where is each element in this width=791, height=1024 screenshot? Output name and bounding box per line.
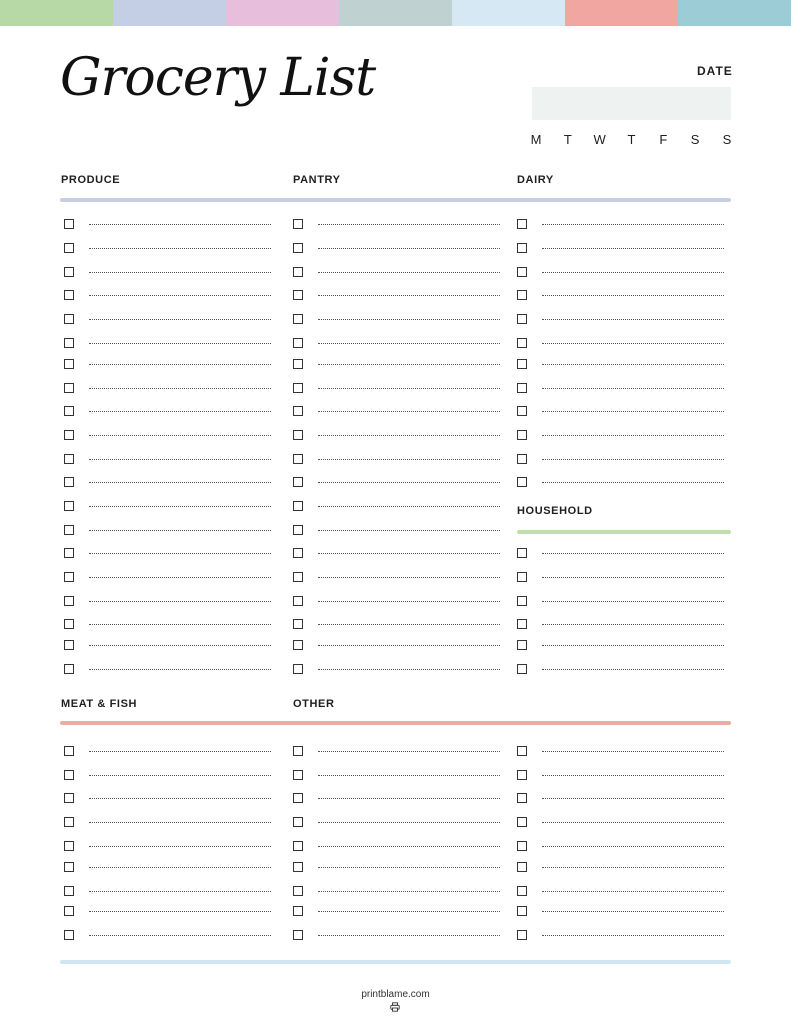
write-line[interactable] [542, 553, 724, 554]
weekday-letter[interactable]: F [659, 132, 668, 147]
checklist-item-dairy[interactable] [517, 312, 724, 326]
color-swatch [452, 0, 565, 26]
checklist-item-produce[interactable] [64, 312, 271, 326]
checklist-item-produce[interactable] [64, 241, 271, 255]
checkbox[interactable] [293, 338, 303, 348]
write-line[interactable] [318, 775, 500, 776]
checkbox[interactable] [64, 383, 74, 393]
write-line[interactable] [542, 891, 724, 892]
color-swatch [678, 0, 791, 26]
checkbox[interactable] [64, 930, 74, 940]
checkbox[interactable] [293, 477, 303, 487]
write-line[interactable] [542, 935, 724, 936]
checkbox[interactable] [517, 640, 527, 650]
weekday-letter[interactable]: T [627, 132, 636, 147]
write-line[interactable] [318, 459, 500, 460]
checklist-item-produce[interactable] [64, 570, 271, 584]
checkbox[interactable] [64, 841, 74, 851]
weekday-letter[interactable]: S [722, 132, 732, 147]
write-line[interactable] [318, 364, 500, 365]
checklist-item-household[interactable] [517, 594, 724, 608]
weekday-letter[interactable]: S [690, 132, 700, 147]
printer-icon [390, 1002, 400, 1012]
write-line[interactable] [318, 891, 500, 892]
checklist-item-meat-fish[interactable] [64, 839, 271, 853]
checklist-item-produce[interactable] [64, 617, 271, 631]
write-line[interactable] [542, 798, 724, 799]
footer-site: printblame.com [361, 989, 430, 1000]
checklist-item-pantry[interactable] [293, 288, 500, 302]
checkbox[interactable] [64, 770, 74, 780]
write-line[interactable] [542, 364, 724, 365]
color-swatch [339, 0, 452, 26]
write-line[interactable] [542, 911, 724, 912]
checklist-item-meat-fish[interactable] [64, 904, 271, 918]
write-line[interactable] [318, 669, 500, 670]
checklist-item-produce[interactable] [64, 357, 271, 371]
write-line[interactable] [89, 911, 271, 912]
write-line[interactable] [89, 891, 271, 892]
checklist-item-pantry[interactable] [293, 638, 500, 652]
checkbox[interactable] [64, 430, 74, 440]
section-heading-produce: PRODUCE [61, 174, 121, 186]
checklist-item-pantry[interactable] [293, 546, 500, 560]
section-heading-household: HOUSEHOLD [517, 505, 593, 517]
checklist-item-pantry[interactable] [293, 662, 500, 676]
write-line[interactable] [318, 319, 500, 320]
checklist-item-other[interactable] [293, 839, 500, 853]
write-line[interactable] [542, 822, 724, 823]
checkbox[interactable] [293, 219, 303, 229]
checklist-item-other-extra[interactable] [517, 860, 724, 874]
write-line[interactable] [89, 364, 271, 365]
checklist-item-produce[interactable] [64, 638, 271, 652]
checklist-item-other[interactable] [293, 860, 500, 874]
write-line[interactable] [318, 935, 500, 936]
color-swatch [0, 0, 113, 26]
checkbox[interactable] [293, 817, 303, 827]
checklist-item-produce[interactable] [64, 336, 271, 350]
write-line[interactable] [89, 822, 271, 823]
write-line[interactable] [89, 624, 271, 625]
write-line[interactable] [89, 343, 271, 344]
date-label: DATE [697, 64, 733, 78]
write-line[interactable] [542, 624, 724, 625]
checkbox[interactable] [64, 314, 74, 324]
checklist-item-produce[interactable] [64, 475, 271, 489]
checkbox[interactable] [64, 338, 74, 348]
checklist-item-other-extra[interactable] [517, 791, 724, 805]
checklist-item-produce[interactable] [64, 288, 271, 302]
checkbox[interactable] [517, 477, 527, 487]
checklist-item-pantry[interactable] [293, 217, 500, 231]
checkbox[interactable] [517, 383, 527, 393]
checkbox[interactable] [64, 267, 74, 277]
checkbox[interactable] [517, 219, 527, 229]
write-line[interactable] [318, 645, 500, 646]
checkbox[interactable] [517, 619, 527, 629]
checklist-item-other[interactable] [293, 884, 500, 898]
checklist-item-dairy[interactable] [517, 288, 724, 302]
checklist-item-other[interactable] [293, 928, 500, 942]
weekday-letter[interactable]: M [530, 132, 542, 147]
checkbox[interactable] [293, 746, 303, 756]
checkbox[interactable] [293, 930, 303, 940]
checklist-item-meat-fish[interactable] [64, 791, 271, 805]
checklist-item-meat-fish[interactable] [64, 744, 271, 758]
checkbox[interactable] [517, 290, 527, 300]
write-line[interactable] [542, 224, 724, 225]
checkbox[interactable] [64, 501, 74, 511]
checklist-item-household[interactable] [517, 570, 724, 584]
checklist-item-pantry[interactable] [293, 404, 500, 418]
checkbox[interactable] [293, 501, 303, 511]
checkbox[interactable] [293, 525, 303, 535]
checkbox[interactable] [517, 793, 527, 803]
checklist-item-dairy[interactable] [517, 404, 724, 418]
checkbox[interactable] [517, 314, 527, 324]
color-swatch [113, 0, 226, 26]
checkbox[interactable] [293, 406, 303, 416]
write-line[interactable] [318, 295, 500, 296]
checklist-item-produce[interactable] [64, 428, 271, 442]
checklist-item-other[interactable] [293, 768, 500, 782]
checklist-item-pantry[interactable] [293, 357, 500, 371]
write-line[interactable] [542, 248, 724, 249]
checklist-item-household[interactable] [517, 546, 724, 560]
write-line[interactable] [318, 624, 500, 625]
write-line[interactable] [542, 319, 724, 320]
weekday-row [526, 132, 737, 147]
write-line[interactable] [318, 411, 500, 412]
checkbox[interactable] [64, 596, 74, 606]
write-line[interactable] [318, 343, 500, 344]
write-line[interactable] [89, 506, 271, 507]
checkbox[interactable] [64, 619, 74, 629]
checklist-item-meat-fish[interactable] [64, 860, 271, 874]
write-line[interactable] [318, 798, 500, 799]
checkbox[interactable] [517, 841, 527, 851]
checklist-item-dairy[interactable] [517, 217, 724, 231]
checkbox[interactable] [517, 886, 527, 896]
write-line[interactable] [89, 224, 271, 225]
write-line[interactable] [542, 645, 724, 646]
checkbox[interactable] [64, 817, 74, 827]
checklist-item-pantry[interactable] [293, 241, 500, 255]
checkbox[interactable] [64, 664, 74, 674]
write-line[interactable] [318, 435, 500, 436]
write-line[interactable] [318, 601, 500, 602]
checklist-item-other[interactable] [293, 744, 500, 758]
write-line[interactable] [89, 295, 271, 296]
write-line[interactable] [318, 272, 500, 273]
write-line[interactable] [318, 751, 500, 752]
checklist-item-produce[interactable] [64, 452, 271, 466]
checkbox[interactable] [293, 243, 303, 253]
write-line[interactable] [89, 459, 271, 460]
write-line[interactable] [318, 388, 500, 389]
section-heading-pantry: PANTRY [293, 174, 341, 186]
checkbox[interactable] [293, 572, 303, 582]
checkbox[interactable] [293, 793, 303, 803]
checkbox[interactable] [517, 243, 527, 253]
checkbox[interactable] [293, 383, 303, 393]
checklist-item-produce[interactable] [64, 594, 271, 608]
write-line[interactable] [318, 577, 500, 578]
checklist-item-household[interactable] [517, 662, 724, 676]
write-line[interactable] [542, 751, 724, 752]
checkbox[interactable] [64, 219, 74, 229]
write-line[interactable] [318, 822, 500, 823]
section-heading-other: OTHER [293, 698, 335, 710]
write-line[interactable] [318, 867, 500, 868]
checklist-item-produce[interactable] [64, 381, 271, 395]
color-bar [0, 0, 791, 26]
checkbox[interactable] [517, 406, 527, 416]
checklist-item-produce[interactable] [64, 523, 271, 537]
checkbox[interactable] [517, 906, 527, 916]
checkbox[interactable] [64, 862, 74, 872]
checklist-item-produce[interactable] [64, 662, 271, 676]
checklist-item-dairy[interactable] [517, 452, 724, 466]
checkbox[interactable] [64, 359, 74, 369]
checklist-item-meat-fish[interactable] [64, 768, 271, 782]
write-line[interactable] [89, 798, 271, 799]
write-line[interactable] [542, 459, 724, 460]
checkbox[interactable] [293, 548, 303, 558]
write-line[interactable] [542, 435, 724, 436]
checkbox[interactable] [64, 906, 74, 916]
checkbox[interactable] [64, 525, 74, 535]
checklist-item-meat-fish[interactable] [64, 815, 271, 829]
checkbox[interactable] [64, 640, 74, 650]
section-heading-dairy: DAIRY [517, 174, 554, 186]
checklist-item-pantry[interactable] [293, 617, 500, 631]
checkbox[interactable] [517, 930, 527, 940]
checklist-item-other[interactable] [293, 815, 500, 829]
checklist-item-meat-fish[interactable] [64, 884, 271, 898]
write-line[interactable] [89, 530, 271, 531]
checklist-item-produce[interactable] [64, 404, 271, 418]
write-line[interactable] [89, 577, 271, 578]
checkbox[interactable] [293, 906, 303, 916]
checklist-item-other[interactable] [293, 904, 500, 918]
section-rule-household [517, 530, 731, 534]
date-field[interactable] [532, 87, 731, 120]
write-line[interactable] [542, 577, 724, 578]
write-line[interactable] [89, 482, 271, 483]
checkbox[interactable] [293, 290, 303, 300]
write-line[interactable] [542, 272, 724, 273]
checkbox[interactable] [517, 862, 527, 872]
checklist-item-other-extra[interactable] [517, 928, 724, 942]
checkbox[interactable] [517, 746, 527, 756]
checkbox[interactable] [64, 477, 74, 487]
checklist-item-other-extra[interactable] [517, 884, 724, 898]
write-line[interactable] [318, 846, 500, 847]
checklist-item-pantry[interactable] [293, 499, 500, 513]
checklist-item-dairy[interactable] [517, 336, 724, 350]
checklist-item-other-extra[interactable] [517, 839, 724, 853]
write-line[interactable] [89, 669, 271, 670]
write-line[interactable] [542, 601, 724, 602]
checkbox[interactable] [64, 746, 74, 756]
checkbox[interactable] [293, 862, 303, 872]
write-line[interactable] [542, 295, 724, 296]
checklist-item-pantry[interactable] [293, 428, 500, 442]
color-swatch [565, 0, 678, 26]
checkbox[interactable] [517, 596, 527, 606]
checkbox[interactable] [517, 572, 527, 582]
checkbox[interactable] [293, 619, 303, 629]
write-line[interactable] [542, 867, 724, 868]
write-line[interactable] [89, 388, 271, 389]
write-line[interactable] [89, 751, 271, 752]
checklist-item-dairy[interactable] [517, 357, 724, 371]
checkbox[interactable] [64, 572, 74, 582]
checklist-item-pantry[interactable] [293, 336, 500, 350]
write-line[interactable] [318, 248, 500, 249]
checkbox[interactable] [64, 793, 74, 803]
checklist-item-other-extra[interactable] [517, 744, 724, 758]
checklist-item-dairy[interactable] [517, 265, 724, 279]
checklist-item-dairy[interactable] [517, 241, 724, 255]
checklist-item-other-extra[interactable] [517, 815, 724, 829]
checkbox[interactable] [293, 314, 303, 324]
write-line[interactable] [89, 553, 271, 554]
section-rule-produce [60, 198, 731, 202]
section-heading-meat-fish: MEAT & FISH [61, 698, 138, 710]
write-line[interactable] [318, 506, 500, 507]
write-line[interactable] [318, 553, 500, 554]
weekday-letter[interactable]: W [593, 132, 606, 147]
checklist-item-dairy[interactable] [517, 428, 724, 442]
checklist-item-pantry[interactable] [293, 452, 500, 466]
write-line[interactable] [89, 846, 271, 847]
checkbox[interactable] [293, 454, 303, 464]
write-line[interactable] [89, 867, 271, 868]
checkbox[interactable] [293, 841, 303, 851]
checkbox[interactable] [517, 359, 527, 369]
checkbox[interactable] [64, 290, 74, 300]
checkbox[interactable] [64, 454, 74, 464]
checklist-item-dairy[interactable] [517, 475, 724, 489]
checklist-item-pantry[interactable] [293, 475, 500, 489]
checklist-item-other[interactable] [293, 791, 500, 805]
checklist-item-pantry[interactable] [293, 570, 500, 584]
write-line[interactable] [89, 319, 271, 320]
checkbox[interactable] [293, 267, 303, 277]
checkbox[interactable] [517, 338, 527, 348]
checkbox[interactable] [293, 770, 303, 780]
checklist-item-produce[interactable] [64, 499, 271, 513]
section-rule-meat-fish [60, 721, 731, 725]
write-line[interactable] [318, 911, 500, 912]
checklist-item-household[interactable] [517, 617, 724, 631]
weekday-letter[interactable]: T [563, 132, 572, 147]
checkbox[interactable] [64, 886, 74, 896]
checkbox[interactable] [293, 640, 303, 650]
checkbox[interactable] [293, 359, 303, 369]
checklist-item-household[interactable] [517, 638, 724, 652]
write-line[interactable] [89, 411, 271, 412]
page-title: Grocery List [60, 48, 376, 108]
checkbox[interactable] [293, 664, 303, 674]
checkbox[interactable] [293, 430, 303, 440]
write-line[interactable] [89, 435, 271, 436]
write-line[interactable] [318, 482, 500, 483]
write-line[interactable] [542, 669, 724, 670]
write-line[interactable] [542, 482, 724, 483]
write-line[interactable] [542, 846, 724, 847]
checklist-item-pantry[interactable] [293, 312, 500, 326]
checklist-item-pantry[interactable] [293, 523, 500, 537]
checklist-item-dairy[interactable] [517, 381, 724, 395]
checklist-item-pantry[interactable] [293, 265, 500, 279]
write-line[interactable] [89, 248, 271, 249]
write-line[interactable] [318, 224, 500, 225]
write-line[interactable] [318, 530, 500, 531]
footer-rule [60, 960, 731, 964]
checklist-item-pantry[interactable] [293, 594, 500, 608]
checkbox[interactable] [64, 548, 74, 558]
write-line[interactable] [89, 272, 271, 273]
checkbox[interactable] [293, 596, 303, 606]
checklist-item-pantry[interactable] [293, 381, 500, 395]
write-line[interactable] [89, 645, 271, 646]
checkbox[interactable] [517, 770, 527, 780]
checkbox[interactable] [517, 817, 527, 827]
write-line[interactable] [89, 601, 271, 602]
write-line[interactable] [89, 935, 271, 936]
checklist-item-meat-fish[interactable] [64, 928, 271, 942]
checklist-item-produce[interactable] [64, 546, 271, 560]
checkbox[interactable] [293, 886, 303, 896]
write-line[interactable] [542, 411, 724, 412]
checklist-item-other-extra[interactable] [517, 904, 724, 918]
checkbox[interactable] [517, 430, 527, 440]
checklist-item-other-extra[interactable] [517, 768, 724, 782]
write-line[interactable] [542, 388, 724, 389]
checkbox[interactable] [517, 664, 527, 674]
color-swatch [226, 0, 339, 26]
checkbox[interactable] [517, 267, 527, 277]
checklist-item-produce[interactable] [64, 217, 271, 231]
write-line[interactable] [542, 775, 724, 776]
write-line[interactable] [89, 775, 271, 776]
checkbox[interactable] [517, 548, 527, 558]
checklist-item-produce[interactable] [64, 265, 271, 279]
checkbox[interactable] [517, 454, 527, 464]
write-line[interactable] [542, 343, 724, 344]
checkbox[interactable] [64, 243, 74, 253]
checkbox[interactable] [64, 406, 74, 416]
